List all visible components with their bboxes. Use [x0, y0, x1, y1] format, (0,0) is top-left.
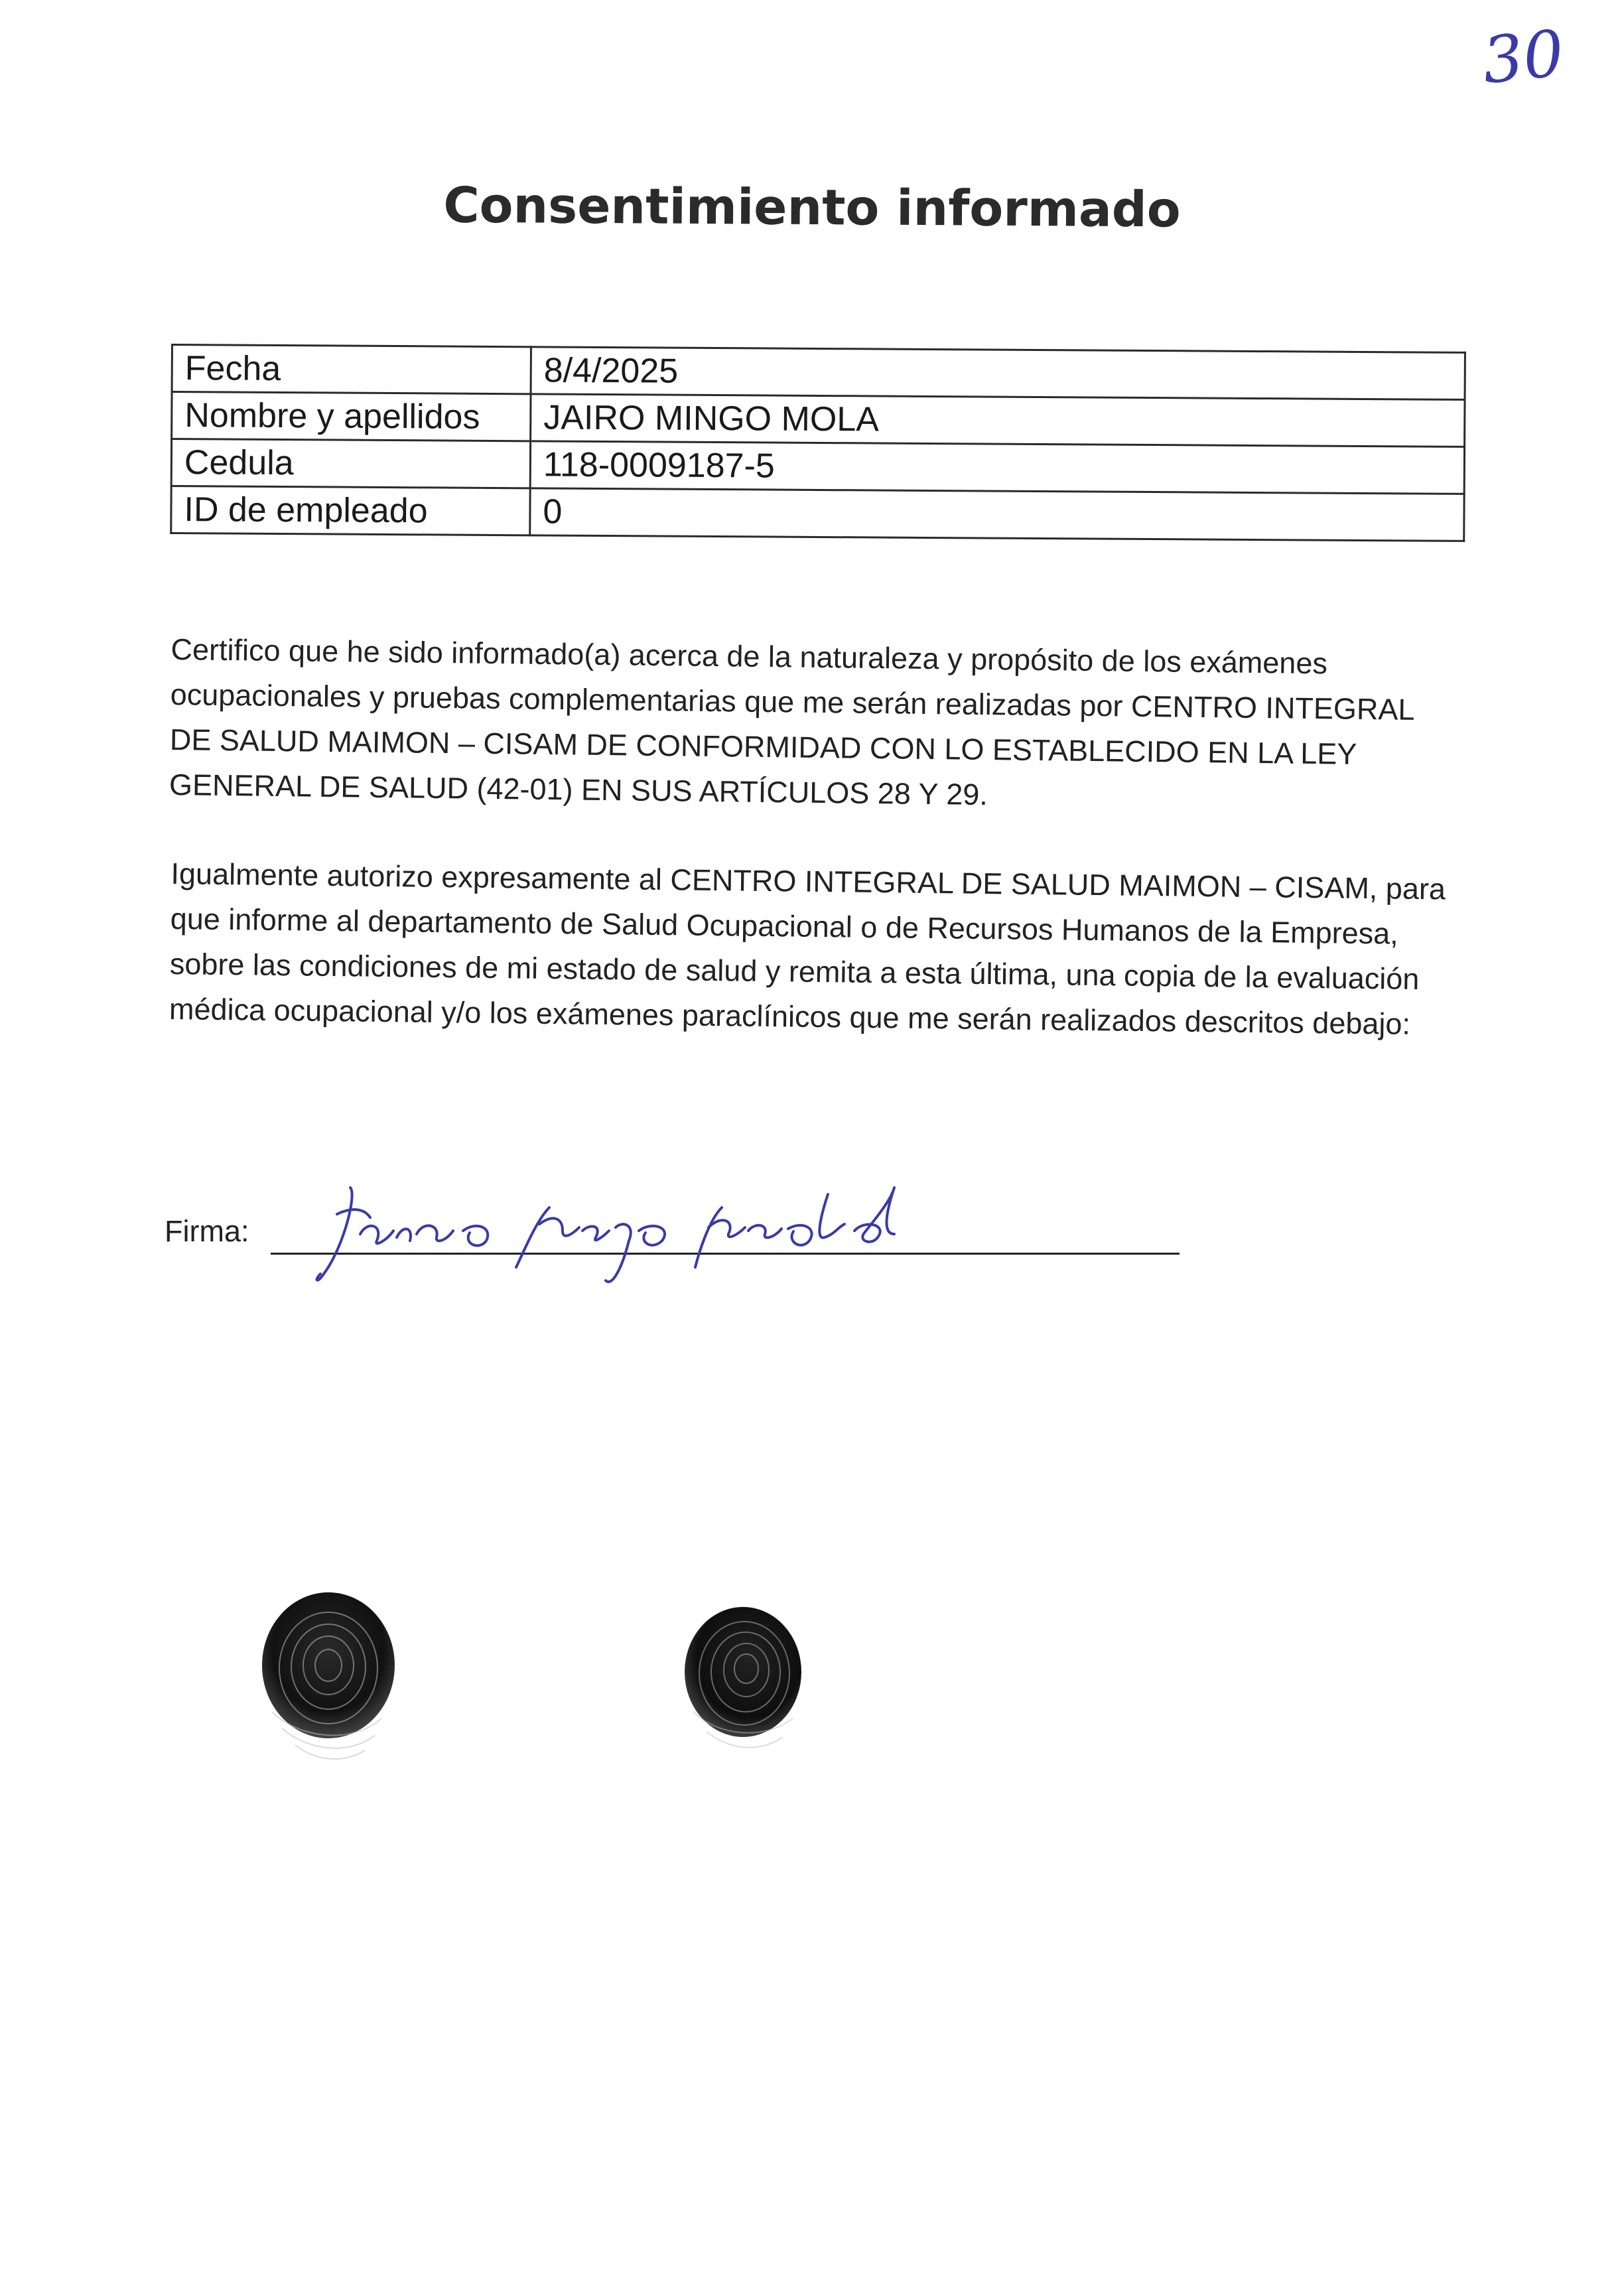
table-label-cell: Fecha: [172, 345, 531, 394]
signature-block: [165, 1168, 1186, 1300]
right-fingerprint-icon: [677, 1599, 809, 1765]
authorization-paragraph: Igualmente autorizo expresamente al CENTRO INTEGRAL DE SALUD MAIMON – CISAM, para que informe al departamento de Salud Ocupacional o de Recursos Humanos de la Empresa, sobre las condiciones de mi estado de salud y remita a esta última, una copia de la evaluación médica ocupacional y/o los exámenes paraclínicos que me serán realizados descritos debajo:: [169, 856, 1446, 1041]
table-value-cell: 118-0009187-5: [530, 441, 1464, 494]
table-value-cell: JAIRO MINGO MOLA: [531, 394, 1465, 447]
table-row-id-empleado: [171, 486, 1464, 541]
table-row-cedula: [171, 439, 1464, 494]
table-value-cell: 0: [530, 488, 1464, 541]
table-label-cell: Nombre y apellidos: [172, 392, 531, 441]
table-row-nombre: [172, 392, 1465, 447]
table-label-cell: ID de empleado: [171, 486, 530, 535]
handwritten-signature: [310, 1168, 1107, 1300]
table-label-cell: Cedula: [171, 439, 530, 488]
certification-paragraph: Certifico que he sido informado(a) acerca de la naturaleza y propósito de los exámenes ocupacionales y pruebas complementarias que me serán realizadas por CENTRO INTEGRAL DE SALUD MAIMON – CISAM DE CONFORMIDAD CON LO ESTABLECIDO EN LA LEY GENERAL DE SALUD (42-01) EN SUS ARTÍCULOS 28 Y 29.: [169, 632, 1414, 812]
left-fingerprint-icon: [252, 1586, 405, 1772]
handwritten-page-number: 30: [1479, 15, 1568, 99]
signature-label: Firma:: [165, 1214, 249, 1248]
table-row-fecha: [172, 345, 1465, 400]
table-value-cell: 8/4/2025: [531, 347, 1465, 400]
document-title: Consentimiento informado: [443, 176, 1181, 239]
personal-info-table: [170, 344, 1466, 542]
